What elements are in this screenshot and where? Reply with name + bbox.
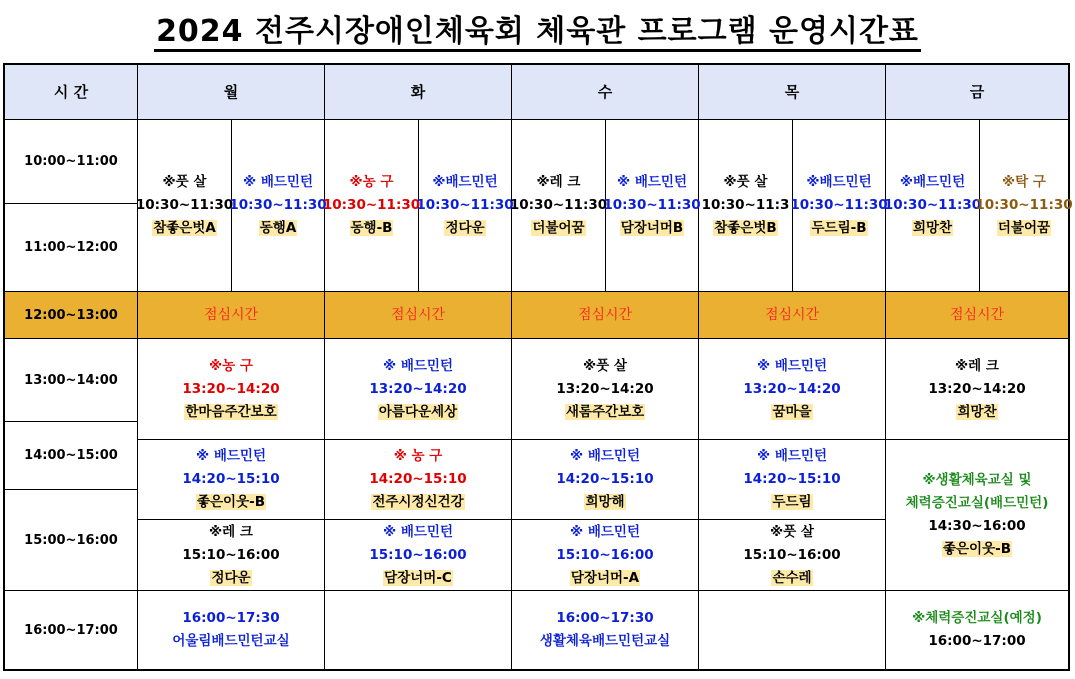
lunch-cell: 점심시간 [512, 292, 699, 339]
program-cell: 16:00~17:30 어울림배드민턴교실 [138, 591, 325, 669]
program-cell: ※ 배드민턴 15:10~16:00 담장너머-A [512, 520, 699, 591]
program-cell: ※배드민턴 10:30~11:30 희망찬 [886, 120, 980, 292]
time-slot: 12:00~13:00 [5, 292, 138, 339]
page-title: 2024 전주시장애인체육회 체육관 프로그램 운영시간표 [0, 6, 1075, 50]
header-fri: 금 [886, 65, 1068, 120]
program-cell: ※ 배드민턴 10:30~11:30 담장너머B [606, 120, 699, 292]
program-cell: ※풋 살 13:20~14:20 새롬주간보호 [512, 339, 699, 440]
header-thu: 목 [699, 65, 886, 120]
program-cell: ※ 배드민턴 10:30~11:30 동행A [232, 120, 325, 292]
program-cell: ※ 배드민턴 14:20~15:10 좋은이웃-B [138, 440, 325, 520]
program-cell: ※풋 살 10:30~11:30 참좋은벗A [138, 120, 232, 292]
program-cell: ※탁 구 10:30~11:30 더불어꿈 [980, 120, 1068, 292]
program-cell: ※ 배드민턴 13:20~14:20 아름다운세상 [325, 339, 512, 440]
time-slot: 10:00~11:00 [5, 120, 138, 204]
time-slot: 16:00~17:00 [5, 591, 138, 669]
header-mon: 월 [138, 65, 325, 120]
program-cell: ※체력증진교실(예정) 16:00~17:00 [912, 610, 1042, 649]
program-cell: ※레 크 10:30~11:30 더불어꿈 [512, 120, 606, 292]
lunch-cell: 점심시간 [325, 292, 512, 339]
program-cell: ※ 배드민턴 14:20~15:10 두드림 [699, 440, 886, 520]
program-cell: ※ 배드민턴 13:20~14:20 꿈마을 [699, 339, 886, 440]
program-cell: ※풋 살 15:10~16:00 손수레 [699, 520, 886, 591]
header-tue: 화 [325, 65, 512, 120]
program-cell: ※ 배드민턴 14:20~15:10 희망해 [512, 440, 699, 520]
program-cell: ※농 구 10:30~11:30 동행-B [325, 120, 419, 292]
program-cell: ※풋 살 10:30~11:3 참좋은벗B [699, 120, 793, 292]
empty-cell [325, 591, 512, 669]
program-cell: ※배드민턴 10:30~11:30 두드림-B [793, 120, 886, 292]
program-cell: ※ 배드민턴 15:10~16:00 담장너머-C [325, 520, 512, 591]
lunch-cell: 점심시간 [138, 292, 325, 339]
lunch-cell: 점심시간 [699, 292, 886, 339]
program-cell: ※ 농 구 14:20~15:10 전주시정신건강 [325, 440, 512, 520]
program-cell: ※배드민턴 10:30~11:30 정다운 [419, 120, 512, 292]
schedule-table [3, 63, 1073, 671]
lunch-cell: 점심시간 [886, 292, 1068, 339]
program-cell: 16:00~17:30 생활체육배드민턴교실 [512, 591, 699, 669]
time-slot: 15:00~16:00 [5, 490, 138, 591]
empty-cell [699, 591, 886, 669]
program-cell: ※농 구 13:20~14:20 한마음주간보호 [138, 339, 325, 440]
header-wed: 수 [512, 65, 699, 120]
header-time: 시 간 [5, 65, 138, 120]
program-cell: ※레 크 15:10~16:00 정다운 [138, 520, 325, 591]
time-slot: 11:00~12:00 [5, 204, 138, 292]
program-cell: ※레 크 13:20~14:20 희망찬 [886, 339, 1068, 440]
time-slot: 13:00~14:00 [5, 339, 138, 422]
time-slot: 14:00~15:00 [5, 422, 138, 490]
program-cell-fri-afternoon: ※생활체육교실 및 체력증진교실(배드민턴) 14:30~16:00 좋은이웃-B [886, 440, 1068, 591]
